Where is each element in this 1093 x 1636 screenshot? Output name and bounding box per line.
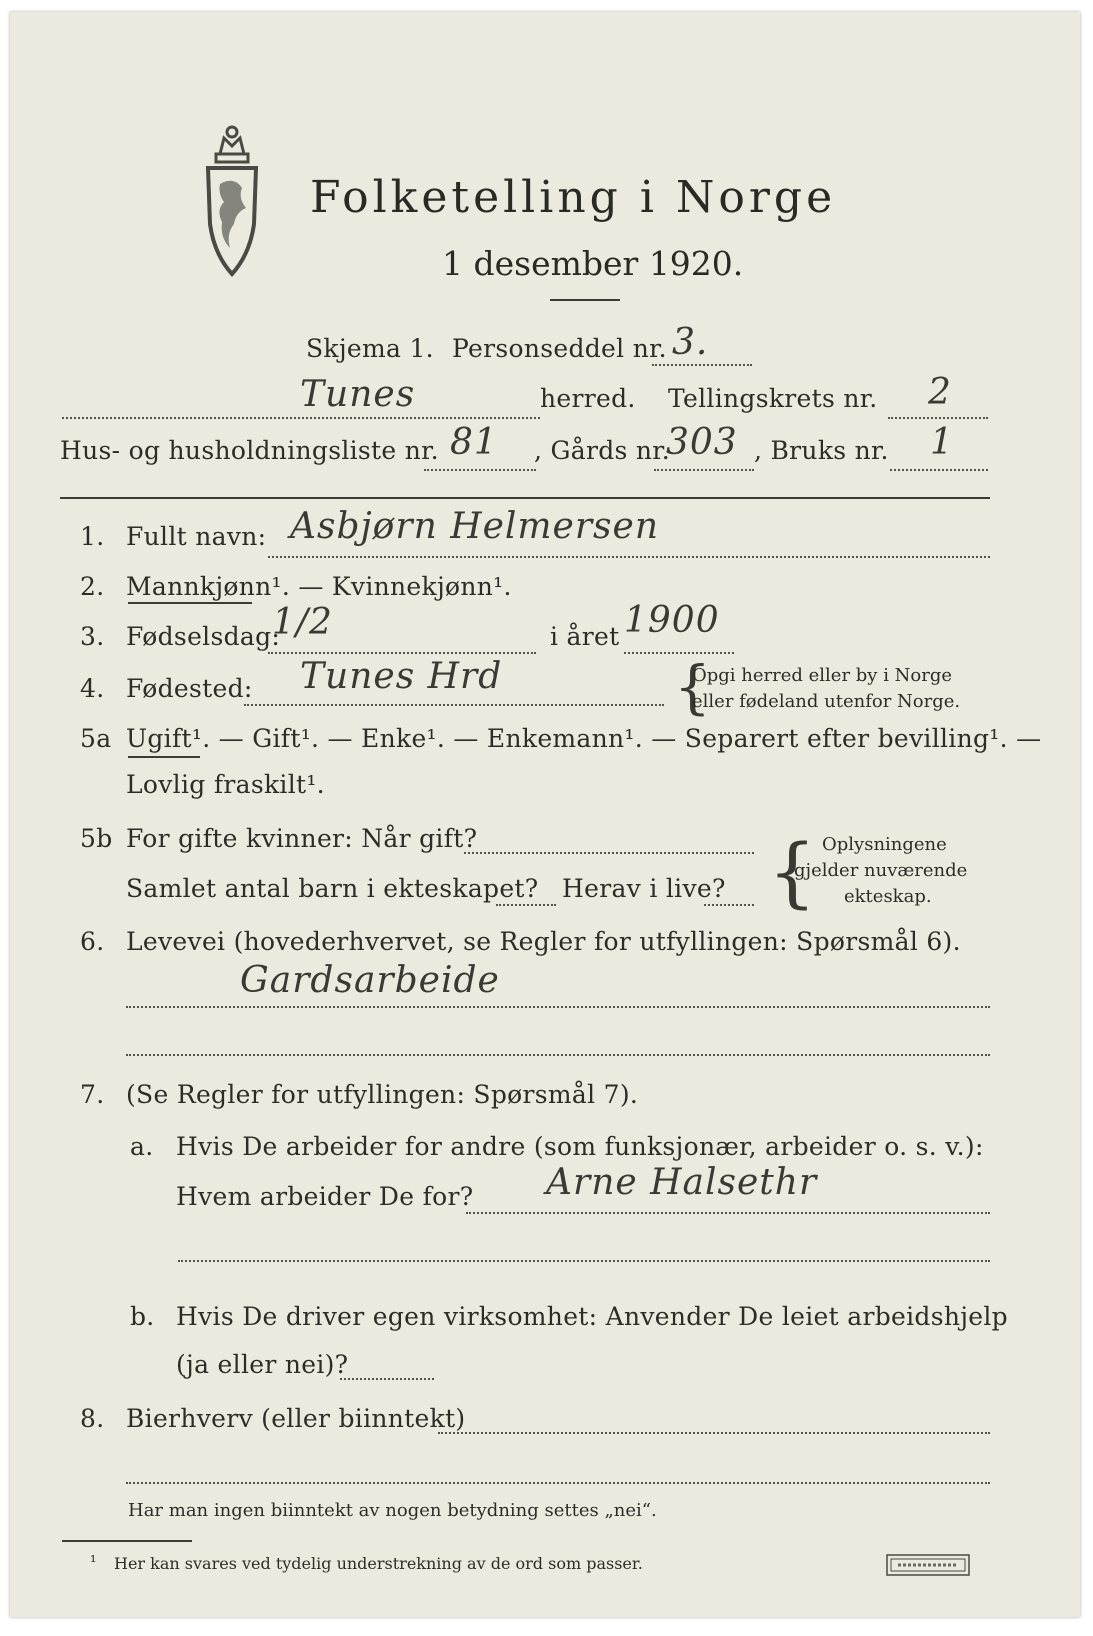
q7-number: 7. <box>80 1080 105 1109</box>
q5b-number: 5b <box>80 824 113 853</box>
footnote-mark: ¹ <box>90 1552 97 1571</box>
mannkjonn-underline <box>128 602 252 604</box>
birthplace-value: Tunes Hrd <box>300 656 503 697</box>
hus-value: 81 <box>450 422 498 463</box>
personseddel-value: 3. <box>672 322 709 363</box>
employer-value: Arne Halsethr <box>546 1162 818 1203</box>
occupation-value: Gardsarbeide <box>240 960 500 1001</box>
bruks-value: 1 <box>930 422 954 463</box>
q7a-line2: Hvem arbeider De for? <box>176 1182 474 1211</box>
herred-value: Tunes <box>300 374 416 415</box>
biinntekt-note: Har man ingen biinntekt av nogen betydning settes „nei“. <box>128 1500 657 1521</box>
q6-number: 6. <box>80 927 105 956</box>
hus-label: Hus- og husholdningsliste nr. <box>60 436 439 465</box>
birthplace-note-2: eller fødeland utenfor Norge. <box>692 691 961 712</box>
q4-label: Fødested: <box>126 674 253 703</box>
gards-value: 303 <box>666 422 738 463</box>
personseddel-label: Personseddel nr. <box>452 334 667 363</box>
q5b-line1: For gifte kvinner: Når gift? <box>126 824 478 853</box>
schema-label: Skjema 1. <box>306 334 434 363</box>
birthplace-note-1: Opgi herred eller by i Norge <box>692 665 953 686</box>
q7a-line1: Hvis De arbeider for andre (som funksjonær, arbeider o. s. v.): <box>176 1132 984 1161</box>
q7-label: (Se Regler for utfyllingen: Spørsmål 7). <box>126 1080 639 1109</box>
full-name-value: Asbjørn Helmersen <box>290 506 660 547</box>
form-title: Folketelling i Norge <box>310 172 837 223</box>
q1-number: 1. <box>80 522 105 551</box>
q8-label: Bierhverv (eller biinntekt) <box>126 1404 466 1433</box>
norwegian-coat-of-arms-icon <box>190 124 274 284</box>
year-label: i året <box>550 622 620 651</box>
tellingskrets-label: Tellingskrets nr. <box>668 384 878 413</box>
footnote-text: Her kan svares ved tydelig understrekning av de ord som passer. <box>114 1554 643 1573</box>
q7b-letter: b. <box>130 1302 155 1331</box>
q4-number: 4. <box>80 674 105 703</box>
q5b-alive-label: Herav i live? <box>562 874 726 903</box>
herred-label: herred. <box>540 384 636 413</box>
q7b-line2: (ja eller nei)? <box>176 1350 349 1379</box>
printer-stamp-icon <box>886 1554 970 1576</box>
q5b-note-3: ekteskap. <box>844 886 932 907</box>
q2-number: 2. <box>80 572 105 601</box>
q5a-line1: Ugift¹. — Gift¹. — Enke¹. — Enkemann¹. — Separert efter bevilling¹. — <box>126 724 1042 753</box>
ugift-underline <box>128 756 200 758</box>
birth-year-value: 1900 <box>624 600 720 641</box>
q6-label: Levevei (hovederhvervet, se Regler for utfyllingen: Spørsmål 6). <box>126 927 961 956</box>
tellingskrets-value: 2 <box>928 372 952 413</box>
q5a-line2: Lovlig fraskilt¹. <box>126 770 325 799</box>
bruks-label: , Bruks nr. <box>754 436 889 465</box>
census-form-page: Folketelling i Norge 1 desember 1920. Skjema 1. Personseddel nr. 3. Tunes herred. Tellingskrets nr. 2 Hus- og husholdningsliste nr. 81 , Gårds nr. 303 , Bruks nr. 1 1. Fullt navn: Asbjørn Helmersen 2. Mannkjønn¹. — Kvinnekjønn¹. 3. Fødselsdag: 1/2 i året 1900 4. Fødested: Tunes Hrd { Opgi herred eller by i Norge eller fødeland utenfor Norge. 5a Ugift¹. — Gift¹. — Enke¹. — Enkemann¹. — Separert efter bevilling¹. — Lovlig fraskilt¹. 5b For gifte kvinner: Når gift? Samlet antal barn i ekteskapet? Herav i live? { Oplysningene gjelder nuværende ekteskap. 6. Levevei (hovederhvervet, se Regler for utfyllingen: Spørsmål 6). Gardsarbeide 7. (Se Regler for utfyllingen: Spørsmål 7). a. Hvis De arbeider for andre (som funksjonær, arbeider o. s. v.): Hvem arbeider De for? Arne Halsethr b. Hvis De driver egen virksomhet: Anvender De leiet arbeidshjelp (ja eller nei)? 8. Bierhverv (eller biinntekt) Har man ingen biinntekt av nogen betydning settes „nei“. ¹ Her kan svares ved tydelig understrekning av de ord som passer. <box>10 12 1080 1617</box>
q5b-children-label: Samlet antal barn i ekteskapet? <box>126 874 539 903</box>
q7a-letter: a. <box>130 1132 154 1161</box>
footnote-divider <box>62 1540 192 1542</box>
title-divider <box>550 299 620 301</box>
q1-label: Fullt navn: <box>126 522 267 551</box>
q2-label: Mannkjønn¹. — Kvinnekjønn¹. <box>126 572 512 601</box>
q3-number: 3. <box>80 622 105 651</box>
q7b-line1: Hvis De driver egen virksomhet: Anvender De leiet arbeidshjelp <box>176 1302 1008 1331</box>
q3-label: Fødselsdag: <box>126 622 281 651</box>
q5b-note-1: Oplysningene <box>822 834 947 855</box>
header-separator <box>60 497 990 499</box>
q8-number: 8. <box>80 1404 105 1433</box>
birth-day-value: 1/2 <box>272 602 333 643</box>
q5a-number: 5a <box>80 724 112 753</box>
q5b-note-2: gjelder nuværende <box>794 860 968 881</box>
census-date: 1 desember 1920. <box>442 244 744 283</box>
gards-label: , Gårds nr. <box>534 436 671 465</box>
